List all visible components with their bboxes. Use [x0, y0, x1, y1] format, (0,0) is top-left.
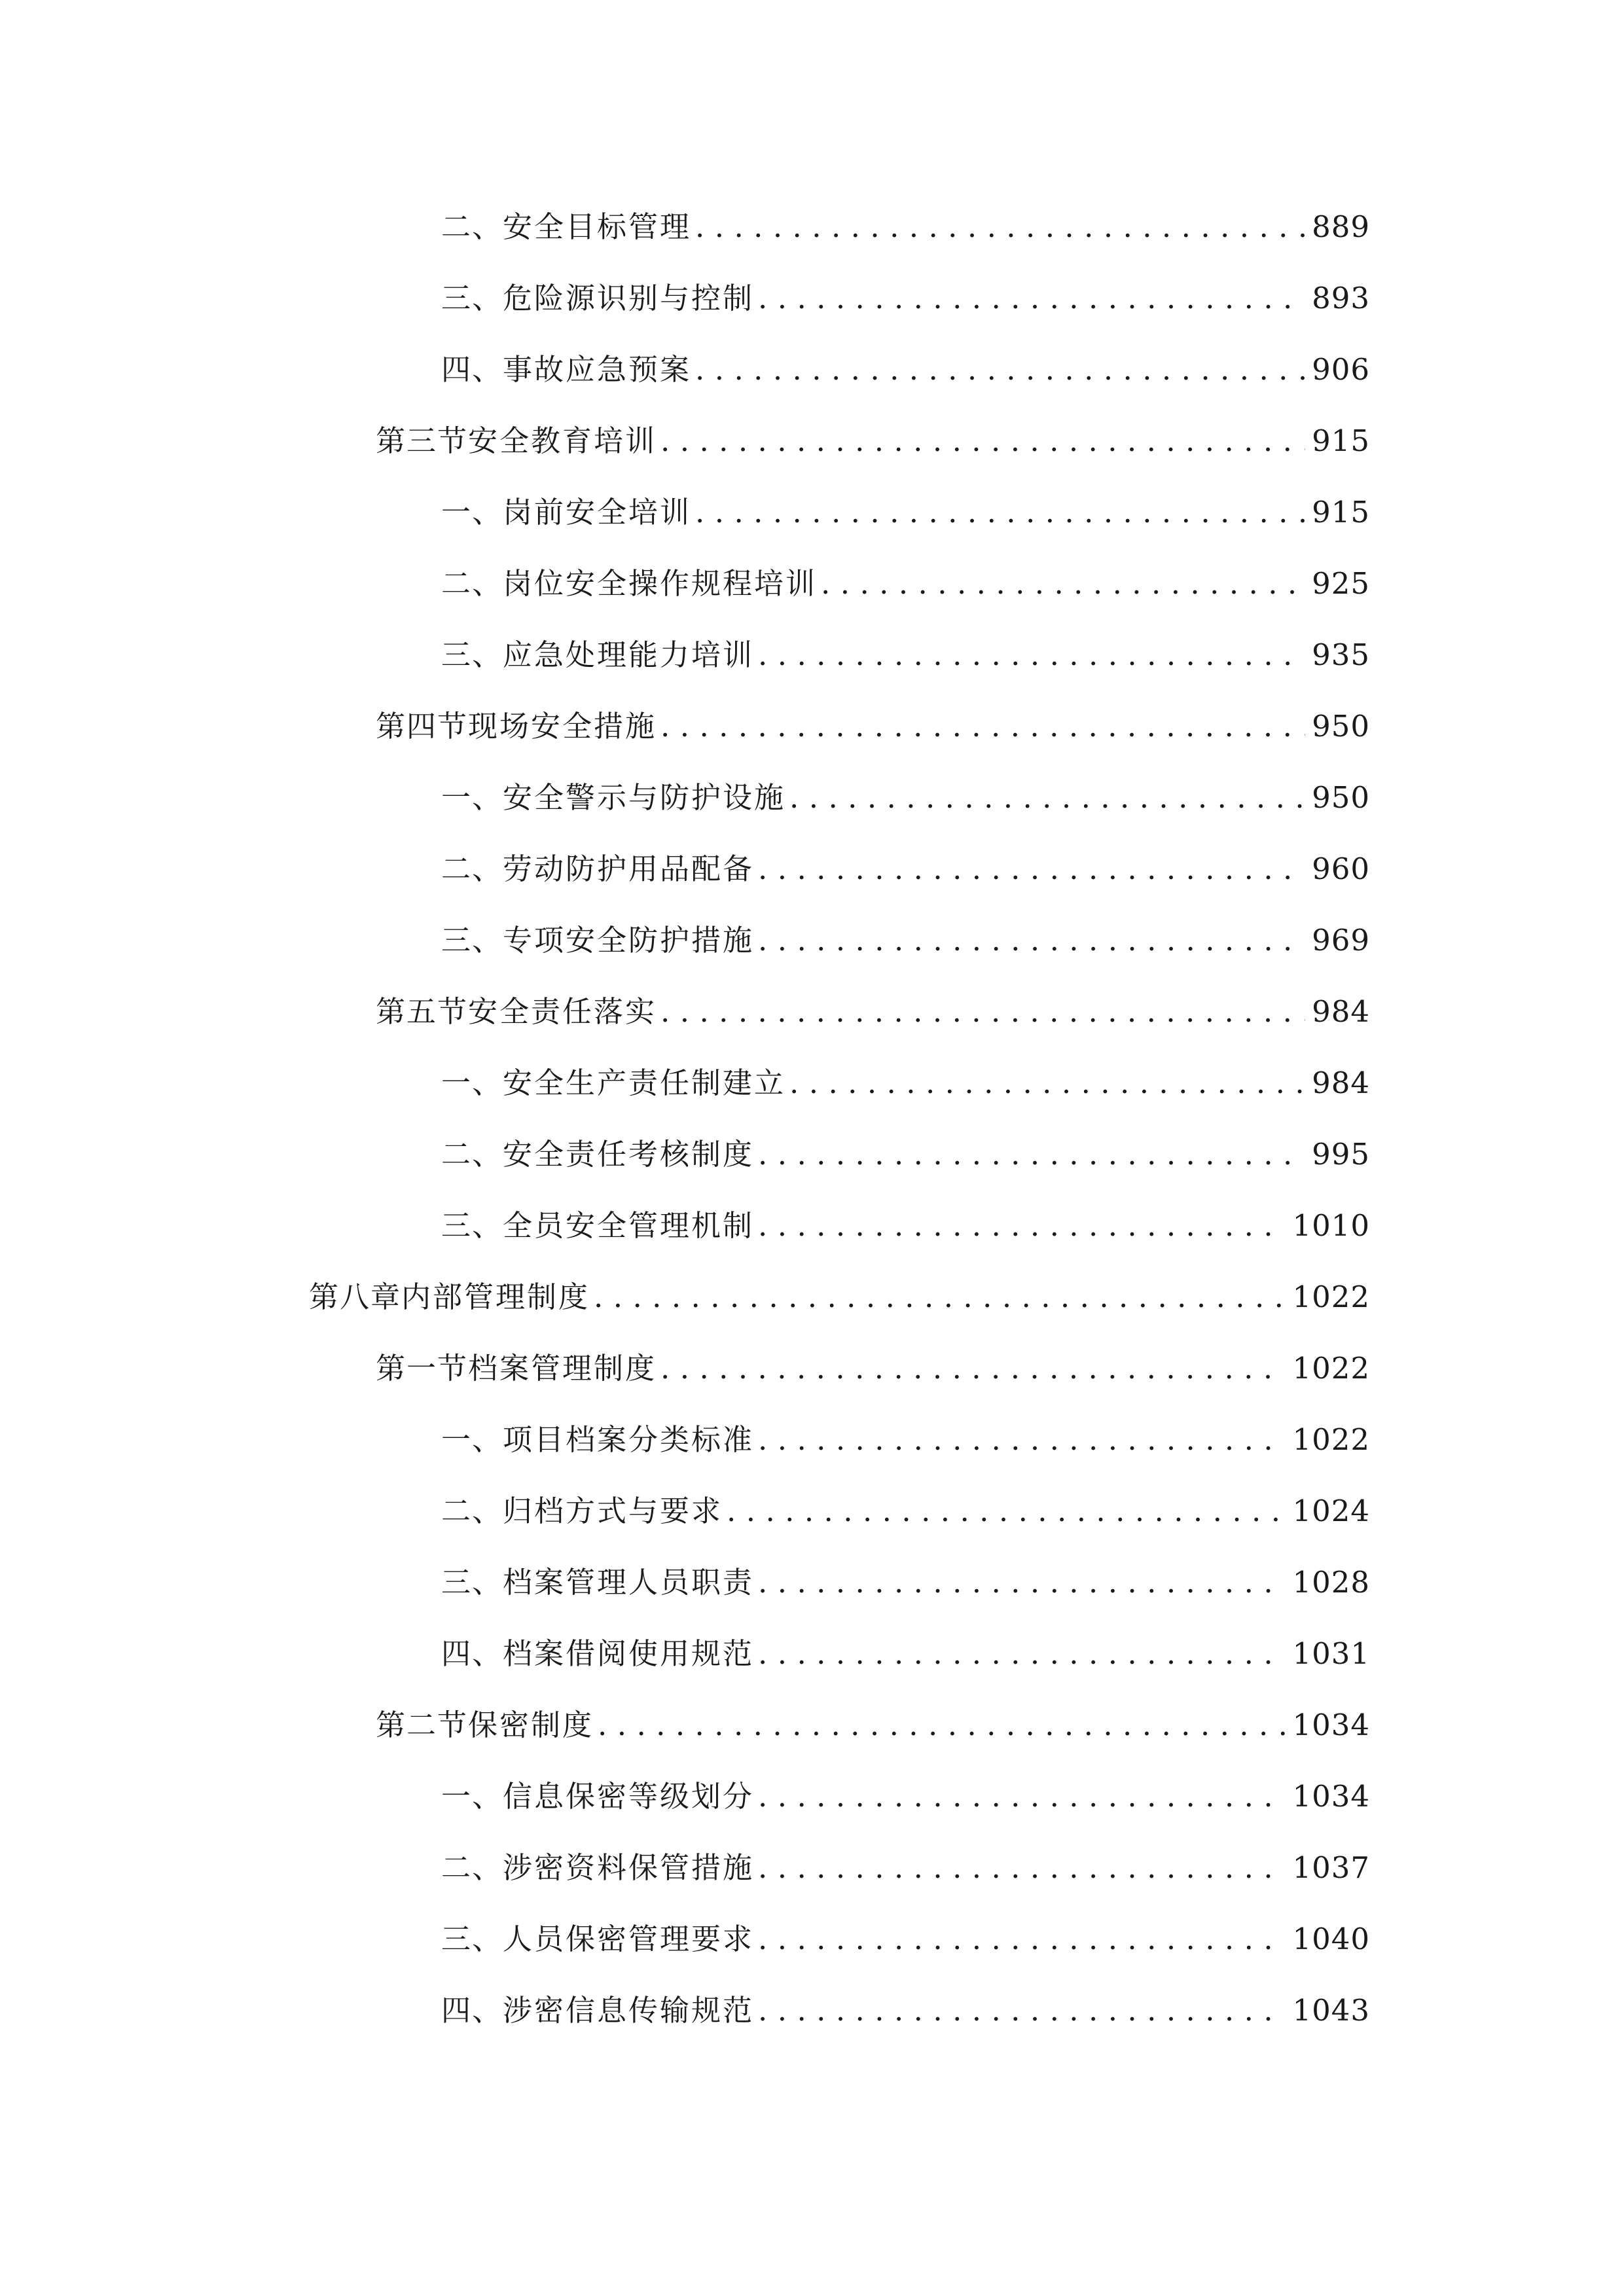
toc-entry-page: 1034 — [1292, 1708, 1370, 1742]
toc-entry — [441, 1830, 1370, 1885]
toc-entry — [376, 974, 1370, 1029]
toc-entry-title: 信息保密等级划分 — [503, 1779, 755, 1814]
toc-entry — [376, 1687, 1370, 1740]
toc-entry-page: 1028 — [1292, 1565, 1370, 1600]
toc-entry-number: 第三节 — [376, 423, 469, 458]
toc-entry-page: 1024 — [1292, 1494, 1370, 1528]
toc-entry-page: 950 — [1312, 709, 1370, 744]
toc-entry — [441, 332, 1370, 387]
toc-entry-title: 内部管理制度 — [401, 1280, 590, 1314]
toc-entry-page: 935 — [1312, 637, 1370, 672]
toc-entry-title: 岗位安全操作规程培训 — [503, 566, 818, 601]
dot-leader — [758, 1211, 1286, 1240]
toc-entry — [441, 1188, 1370, 1243]
toc-entry-number: 一、 — [441, 495, 503, 529]
toc-entry-number: 三、 — [441, 281, 503, 315]
toc-entry-page: 984 — [1312, 994, 1370, 1029]
toc-entry-page: 1040 — [1292, 1922, 1370, 1956]
toc-entry-number: 第五节 — [376, 994, 469, 1029]
toc-entry-page: 915 — [1312, 495, 1370, 529]
toc-entry-title: 安全责任落实 — [468, 994, 657, 1029]
toc-entry — [441, 260, 1370, 313]
toc-entry-page: 1022 — [1292, 1280, 1370, 1314]
toc-entry — [441, 1973, 1370, 2028]
toc-entry-number: 三、 — [441, 1565, 503, 1600]
toc-entry-page: 960 — [1312, 852, 1370, 886]
toc-entry-title: 安全生产责任制建立 — [503, 1066, 786, 1100]
dot-leader — [758, 1996, 1286, 2025]
toc-entry — [441, 1616, 1370, 1671]
toc-entry — [441, 831, 1370, 884]
toc-entry-page: 1022 — [1292, 1422, 1370, 1457]
toc-entry-number: 一、 — [441, 780, 503, 815]
toc-entry-page: 1022 — [1292, 1351, 1370, 1386]
dot-leader — [695, 212, 1305, 242]
toc-entry-page: 984 — [1312, 1066, 1370, 1100]
toc-entry — [441, 1545, 1370, 1600]
dot-leader — [695, 355, 1305, 384]
toc-entry-title: 档案管理人员职责 — [503, 1565, 755, 1600]
toc-entry-title: 岗前安全培训 — [503, 495, 692, 529]
toc-entry-page: 889 — [1312, 209, 1370, 244]
toc-entry — [441, 475, 1370, 527]
toc-entry-page: 1043 — [1292, 1993, 1370, 2028]
dot-leader — [758, 1139, 1305, 1169]
dot-leader — [758, 1639, 1286, 1668]
toc-entry-number: 三、 — [441, 1208, 503, 1243]
toc-entry — [441, 546, 1370, 601]
toc-entry-number: 二、 — [441, 566, 503, 601]
toc-entry-number: 三、 — [441, 1922, 503, 1956]
dot-leader — [758, 1853, 1286, 1882]
toc-entry — [441, 1402, 1370, 1457]
toc-entry-number: 四、 — [441, 1993, 503, 2028]
toc-entry-number: 第八章 — [309, 1280, 402, 1314]
dot-leader — [660, 711, 1305, 741]
toc-entry-page: 950 — [1312, 780, 1370, 815]
toc-entry-number: 二、 — [441, 1494, 503, 1528]
dot-leader — [789, 783, 1305, 812]
toc-entry-number: 二、 — [441, 1850, 503, 1885]
toc-entry-number: 第二节 — [376, 1708, 469, 1742]
toc-entry-title: 事故应急预案 — [503, 352, 692, 387]
toc-entry-title: 涉密信息传输规范 — [503, 1993, 755, 2028]
toc-entry-title: 安全目标管理 — [503, 209, 692, 244]
toc-entry-number: 第一节 — [376, 1351, 469, 1386]
dot-leader — [758, 1924, 1286, 1954]
toc-entry-number: 第四节 — [376, 709, 469, 744]
toc-entry — [441, 1759, 1370, 1814]
toc-entry-number: 一、 — [441, 1422, 503, 1457]
toc-entry — [309, 1259, 1370, 1312]
toc-entry-title: 项目档案分类标准 — [503, 1422, 755, 1457]
toc-entry — [441, 1473, 1370, 1526]
toc-entry-page: 915 — [1312, 423, 1370, 458]
toc-entry — [441, 1045, 1370, 1098]
toc-entry-title: 专项安全防护措施 — [503, 923, 755, 958]
toc-entry — [441, 1901, 1370, 1954]
toc-entry — [441, 760, 1370, 815]
toc-entry-page: 969 — [1312, 923, 1370, 958]
dot-leader — [789, 1068, 1305, 1098]
toc-entry — [441, 1117, 1370, 1172]
toc-entry-page: 1031 — [1292, 1636, 1370, 1671]
dot-leader — [758, 283, 1305, 313]
toc-entry-title: 危险源识别与控制 — [503, 281, 755, 315]
toc-entry-page: 1010 — [1292, 1208, 1370, 1243]
toc-entry — [376, 689, 1370, 744]
toc-entry — [376, 403, 1370, 456]
dot-leader — [758, 854, 1305, 884]
toc-entry-number: 一、 — [441, 1066, 503, 1100]
toc-entry-page: 1037 — [1292, 1850, 1370, 1885]
toc-entry-title: 涉密资料保管措施 — [503, 1850, 755, 1885]
toc-entry-title: 全员安全管理机制 — [503, 1208, 755, 1243]
dot-leader — [758, 640, 1305, 670]
toc-entry-title: 保密制度 — [468, 1708, 594, 1742]
toc-entry-page: 1034 — [1292, 1779, 1370, 1814]
dot-leader — [727, 1496, 1286, 1526]
dot-leader — [758, 1568, 1286, 1597]
toc-entry-title: 劳动防护用品配备 — [503, 852, 755, 886]
toc-entry-page: 893 — [1312, 281, 1370, 315]
dot-leader — [821, 569, 1305, 598]
toc-entry — [441, 617, 1370, 670]
toc-entry-page: 906 — [1312, 352, 1370, 387]
toc-entry-number: 三、 — [441, 637, 503, 672]
toc-entry-title: 安全警示与防护设施 — [503, 780, 786, 815]
toc-entry-number: 二、 — [441, 1137, 503, 1172]
dot-leader — [660, 1354, 1286, 1383]
dot-leader — [660, 997, 1305, 1026]
toc-entry — [441, 189, 1370, 242]
dot-leader — [598, 1710, 1286, 1740]
toc-entry-page: 995 — [1312, 1137, 1370, 1172]
toc-entry-number: 四、 — [441, 352, 503, 387]
toc-entry-title: 现场安全措施 — [468, 709, 657, 744]
toc-entry-number: 二、 — [441, 852, 503, 886]
dot-leader — [695, 497, 1305, 527]
toc-entry-number: 二、 — [441, 209, 503, 244]
toc-entry-title: 安全教育培训 — [468, 423, 657, 458]
dot-leader — [758, 1425, 1286, 1454]
toc-entry — [441, 903, 1370, 958]
dot-leader — [758, 925, 1305, 955]
toc-entry-number: 四、 — [441, 1636, 503, 1671]
toc-entry-title: 归档方式与要求 — [503, 1494, 723, 1528]
toc-entry-title: 应急处理能力培训 — [503, 637, 755, 672]
dot-leader — [660, 426, 1305, 456]
toc-entry-title: 安全责任考核制度 — [503, 1137, 755, 1172]
toc-entry-page: 925 — [1312, 566, 1370, 601]
dot-leader — [758, 1782, 1286, 1811]
dot-leader — [594, 1282, 1286, 1312]
toc-entry-number: 一、 — [441, 1779, 503, 1814]
toc-entry-title: 档案管理制度 — [468, 1351, 657, 1386]
toc-entry-title: 人员保密管理要求 — [503, 1922, 755, 1956]
toc-entry-number: 三、 — [441, 923, 503, 958]
toc-entry-title: 档案借阅使用规范 — [503, 1636, 755, 1671]
toc-entry — [376, 1331, 1370, 1386]
